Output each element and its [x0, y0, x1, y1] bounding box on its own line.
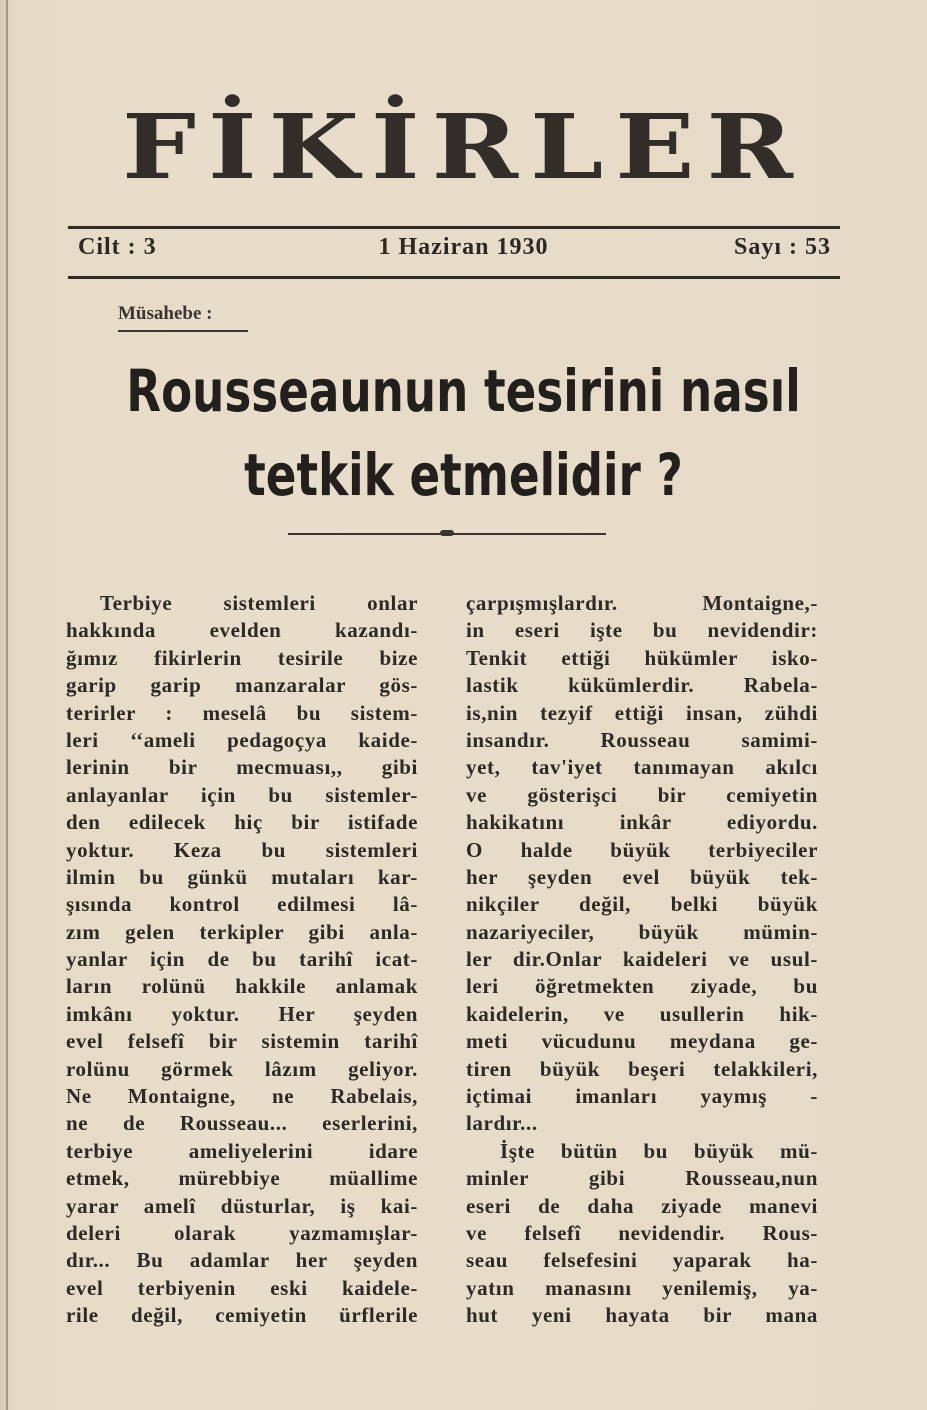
text-line: evel terbiyenin eski kaidele-	[66, 1275, 418, 1300]
text-line: eseri de daha ziyade manevi	[466, 1193, 818, 1218]
text-line: şısında kontrol edilmesi lâ-	[66, 892, 418, 917]
text-line: Tenkit ettiği hükümler isko-	[466, 645, 818, 670]
text-line: ve gösterişci bir cemiyetin	[466, 782, 818, 807]
text-line: minler gibi Rousseau,nun	[466, 1166, 818, 1191]
text-line: den edilecek hiç bir istifade	[66, 810, 418, 835]
article-column-left	[66, 590, 418, 1330]
text-line: ların rolünü hakkile anlamak	[66, 974, 418, 999]
text-line: yet, tav'iyet tanımayan akılcı	[466, 755, 818, 780]
issue-number: Sayı : 53	[733, 234, 831, 260]
text-line: garip garip manzaralar gös-	[66, 673, 418, 698]
article-title-line-1: Rousseaunun tesirini nasıl	[126, 357, 801, 425]
issue-volume: Cilt : 3	[78, 234, 157, 260]
text-line: leri ‘‘ameli pedagoçya kaide-	[66, 727, 418, 752]
text-line: ler dir.Onlar kaideleri ve usul-	[466, 947, 818, 972]
text-line: yarar amelî düsturlar, iş kai-	[66, 1193, 418, 1218]
text-line: ne de Rousseau... eserlerini,	[66, 1111, 418, 1136]
header-top-rule	[68, 226, 840, 229]
section-underline	[118, 330, 248, 332]
text-line: tiren büyük beşeri telakkileri,	[466, 1056, 818, 1081]
text-line: in eseri işte bu nevidendir:	[466, 618, 818, 643]
text-line: İşte bütün bu büyük mü-	[500, 1138, 818, 1163]
text-line: lastik kükümlerdir. Rabela-	[466, 673, 818, 698]
text-line: dır... Bu adamlar her şeyden	[66, 1248, 418, 1273]
text-line: nikçiler değil, belki büyük	[466, 892, 818, 917]
text-line: çarpışmışlardır. Montaigne,-	[466, 591, 818, 615]
text-line: rolünu görmek lâzım geliyor.	[66, 1056, 418, 1081]
text-line: terbiye ameliyelerini idare	[66, 1138, 418, 1163]
article-title-line-2: tetkik etmelidir ?	[244, 441, 683, 509]
text-line: ilmin bu günkü mutaları kar-	[66, 864, 418, 889]
text-line: is,nin tezyif ettiği insan, zühdi	[466, 700, 818, 725]
page-edge	[6, 0, 8, 1410]
text-line: yoktur. Keza bu sistemleri	[66, 837, 418, 862]
text-line: anlayanlar için bu sistemler-	[66, 782, 418, 807]
text-line: zım gelen terkipler gibi anla-	[66, 919, 418, 944]
text-line: her şeyden evel büyük tek-	[466, 864, 818, 889]
text-line: hakikatını inkâr ediyordu.	[466, 810, 818, 835]
text-line: lardır...	[466, 1111, 538, 1136]
article-column-right	[466, 590, 818, 1330]
text-line: rile değil, cemiyetin ürflerile	[66, 1303, 418, 1328]
text-line: yatın manasını yenilemiş, ya-	[466, 1275, 818, 1300]
title-ornament-center	[440, 530, 454, 536]
text-line: imkânı yoktur. Her şeyden	[66, 1001, 418, 1026]
section-label: Müsahebe :	[118, 303, 213, 324]
text-line: deleri olarak yazmamışlar-	[66, 1220, 418, 1245]
text-line: içtimai imanları yaymış -	[466, 1084, 818, 1109]
header-bottom-rule	[68, 276, 840, 279]
text-line: lerinin bir mecmuası,, gibi	[66, 755, 418, 780]
issue-date: 1 Haziran 1930	[378, 234, 549, 260]
text-line: etmek, mürebbiye müallime	[66, 1166, 418, 1191]
text-line: leri öğretmekten ziyade, bu	[466, 974, 818, 999]
text-line: hakkında evelden kazandı-	[66, 618, 418, 643]
text-line: Terbiye sistemleri onlar	[100, 591, 418, 615]
text-line: ve felsefî nevidendir. Rous-	[466, 1220, 818, 1245]
text-line: ğımız fikirlerin tesirile bize	[66, 645, 418, 670]
text-line: seau felsefesini yaparak ha-	[466, 1248, 818, 1273]
text-line: meti vücudunu meydana ge-	[466, 1029, 818, 1054]
text-line: terirler : meselâ bu sistem-	[66, 700, 418, 725]
masthead-title: FİKİRLER	[122, 93, 805, 200]
text-line: insandır. Rousseau samimi-	[466, 727, 818, 752]
text-line: hut yeni hayata bir mana	[466, 1303, 818, 1328]
text-line: evel felsefî bir sistemin tarihî	[66, 1029, 418, 1054]
text-line: yanlar için de bu tarihî icat-	[66, 947, 418, 972]
text-line: O halde büyük terbiyeciler	[466, 837, 818, 862]
text-line: nazariyeciler, büyük mümin-	[466, 919, 818, 944]
text-line: Ne Montaigne, ne Rabelais,	[66, 1084, 418, 1109]
text-line: kaidelerin, ve usullerin hik-	[466, 1001, 818, 1026]
